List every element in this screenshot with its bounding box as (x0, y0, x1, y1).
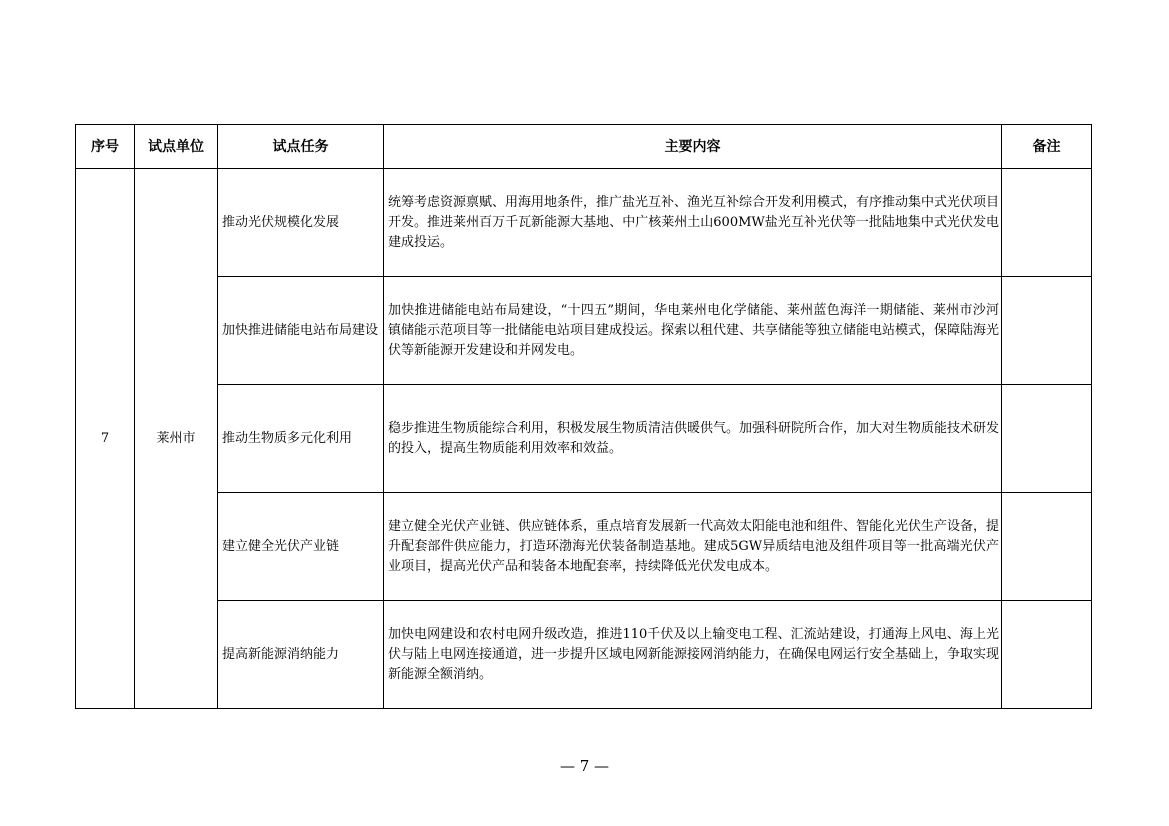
content-text: 统筹考虑资源禀赋、用海用地条件，推广盐光互补、渔光互补综合开发利用模式，有序推动集中式光伏项目开发。推进莱州百万千瓦新能源大基地、中广核莱州土山600MW盐光互补光伏等一批陆地集中式光伏发电建成投运。 (388, 194, 1000, 250)
task-cell (218, 385, 384, 493)
table-row (76, 493, 1092, 601)
task-cell (218, 169, 384, 277)
header-unit: 试点单位 (135, 125, 218, 169)
page-number: — 7 — (559, 757, 610, 775)
task-text: 建立健全光伏产业链 (222, 538, 340, 554)
header-seq: 序号 (76, 125, 135, 169)
table-row (76, 169, 1092, 277)
content-cell (384, 385, 1002, 493)
remark-cell (1002, 493, 1092, 601)
table-row (76, 601, 1092, 709)
unit-cell: 莱州市 (135, 169, 218, 709)
task-text: 推动光伏规模化发展 (222, 214, 340, 230)
remark-cell (1002, 601, 1092, 709)
content-cell (384, 601, 1002, 709)
content-text: 加快推进储能电站布局建设，“十四五”期间，华电莱州电化学储能、莱州蓝色海洋一期储能、莱州市沙河镇储能示范项目等一批储能电站项目建成投运。探索以租代建、共享储能等独立储能电站模式，保障陆海光伏等新能源开发建设和并网发电。 (388, 302, 1000, 358)
content-text: 建立健全光伏产业链、供应链体系，重点培育发展新一代高效太阳能电池和组件、智能化光伏生产设备，提升配套部件供应能力，打造环渤海光伏装备制造基地。建成5GW异质结电池及组件项目等一批高端光伏产业项目，提高光伏产品和装备本地配套率，持续降低光伏发电成本。 (388, 518, 1000, 574)
remark-cell (1002, 385, 1092, 493)
seq-cell: 7 (76, 169, 135, 709)
task-cell (218, 277, 384, 385)
task-text: 提高新能源消纳能力 (222, 646, 340, 662)
task-text: 加快推进储能电站布局建设 (222, 322, 379, 338)
header-content: 主要内容 (384, 125, 1002, 169)
header-remark: 备注 (1002, 125, 1092, 169)
table-header-row (76, 125, 1092, 169)
header-task: 试点任务 (218, 125, 384, 169)
table-row (76, 385, 1092, 493)
content-cell (384, 169, 1002, 277)
task-cell (218, 493, 384, 601)
task-text: 推动生物质多元化利用 (222, 430, 353, 446)
table-row (76, 277, 1092, 385)
pilot-task-table (75, 124, 1092, 709)
task-cell (218, 601, 384, 709)
remark-cell (1002, 169, 1092, 277)
content-cell (384, 277, 1002, 385)
content-text: 稳步推进生物质能综合利用，积极发展生物质清洁供暖供气。加强科研院所合作，加大对生物质能技术研发的投入，提高生物质能利用效率和效益。 (388, 420, 1000, 456)
content-text: 加快电网建设和农村电网升级改造，推进110千伏及以上输变电工程、汇流站建设，打通海上风电、海上光伏与陆上电网连接通道，进一步提升区域电网新能源接网消纳能力，在确保电网运行安全基础上，争取实现新能源全额消纳。 (388, 626, 1000, 682)
content-cell (384, 493, 1002, 601)
remark-cell (1002, 277, 1092, 385)
